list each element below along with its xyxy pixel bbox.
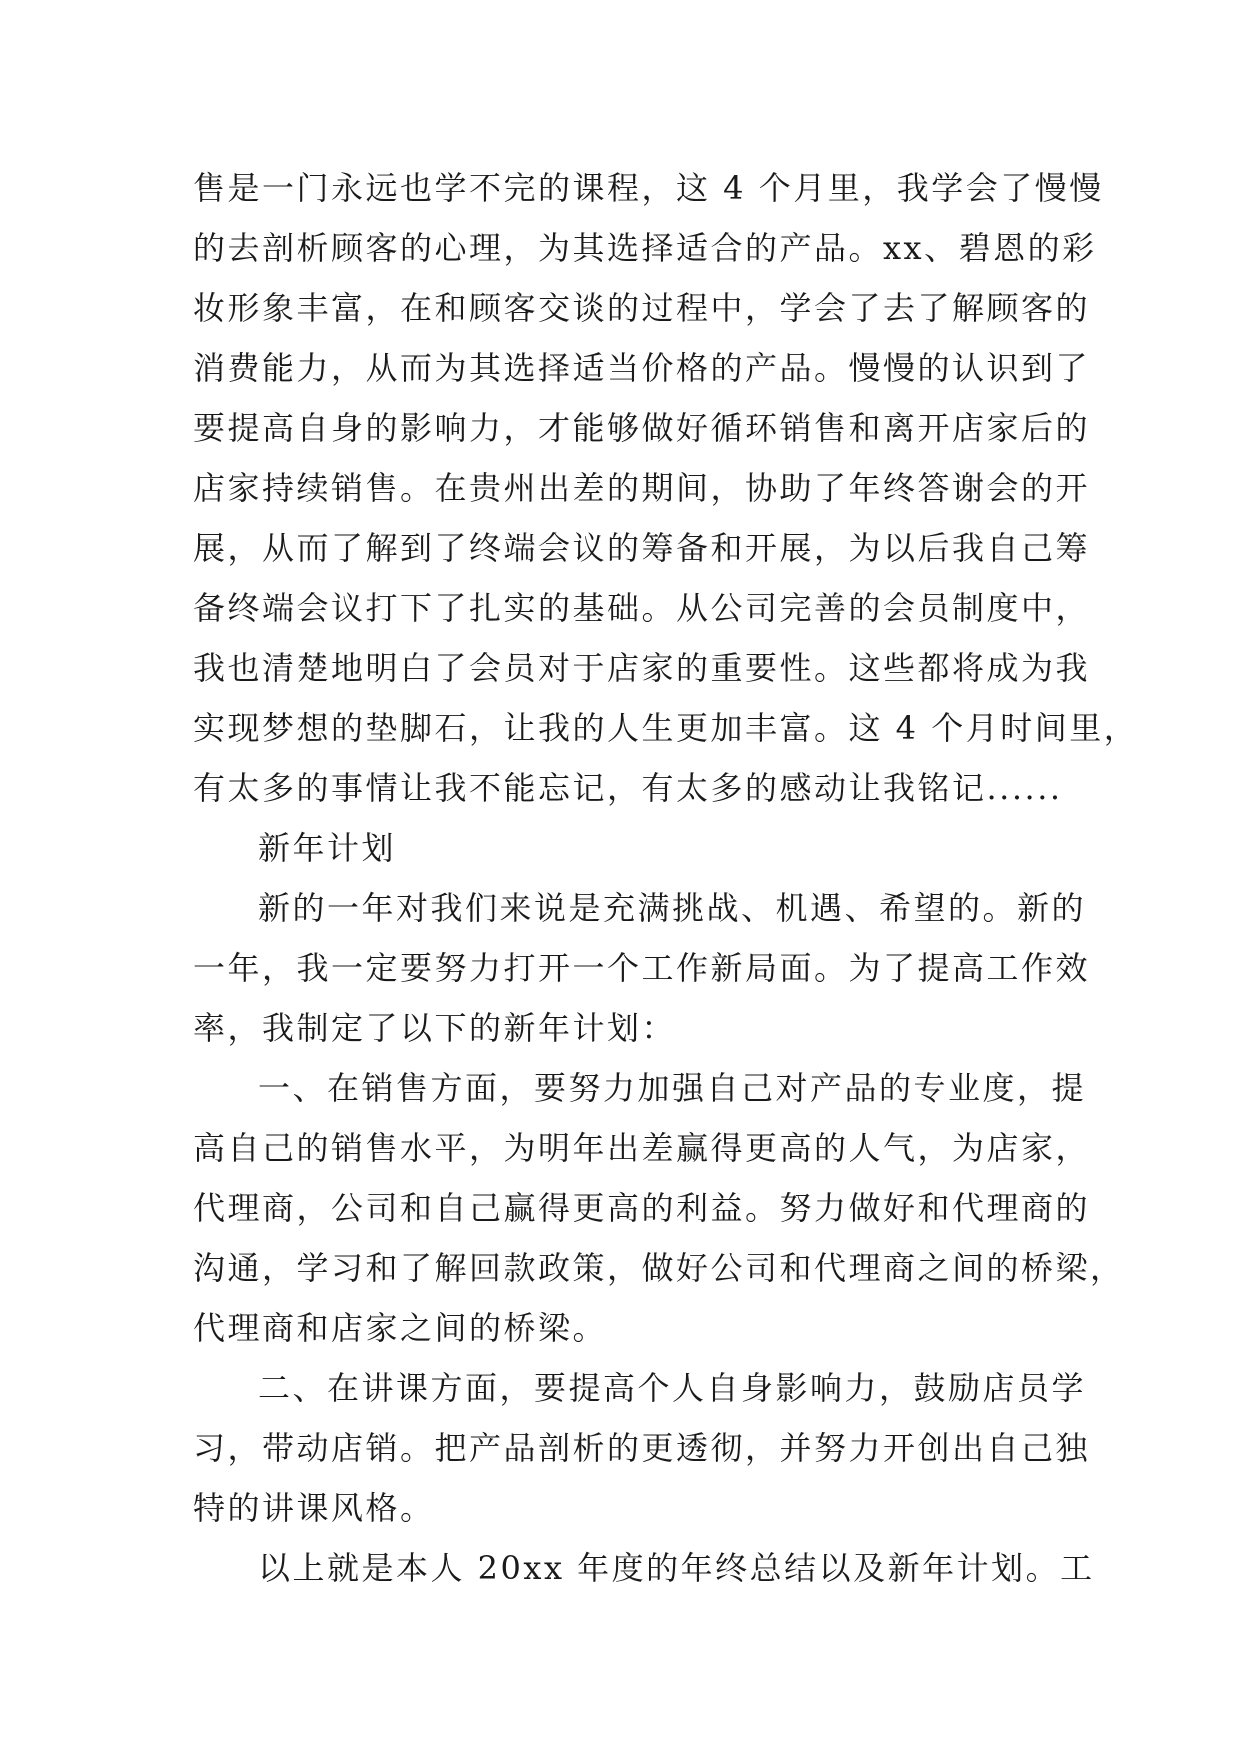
paragraph-line: 实现梦想的垫脚石，让我的人生更加丰富。这 4 个月时间里，: [193, 709, 1139, 747]
paragraph-line: 我也清楚地明白了会员对于店家的重要性。这些都将成为我: [193, 649, 1091, 687]
paragraph-line: 的去剖析顾客的心理，为其选择适合的产品。xx、碧恩的彩: [193, 229, 1097, 267]
paragraph-line: 要提高自身的影响力，才能够做好循环销售和离开店家后的: [193, 409, 1091, 447]
paragraph-line: 代理商和店家之间的桥梁。: [193, 1309, 608, 1347]
paragraph-line: 售是一门永远也学不完的课程，这 4 个月里，我学会了慢慢: [193, 169, 1104, 207]
paragraph-line: 一、在销售方面，要努力加强自己对产品的专业度，提: [258, 1069, 1087, 1107]
paragraph-line: 习，带动店销。把产品剖析的更透彻，并努力开创出自己独: [193, 1429, 1091, 1467]
section-heading: 新年计划: [258, 829, 397, 867]
paragraph-line: 率，我制定了以下的新年计划：: [193, 1009, 677, 1047]
paragraph-line: 代理商，公司和自己赢得更高的利益。努力做好和代理商的: [193, 1189, 1091, 1227]
paragraph-line: 店家持续销售。在贵州出差的期间，协助了年终答谢会的开: [193, 469, 1091, 507]
paragraph-line: 消费能力，从而为其选择适当价格的产品。慢慢的认识到了: [193, 349, 1091, 387]
paragraph-line: 沟通，学习和了解回款政策，做好公司和代理商之间的桥梁，: [193, 1249, 1125, 1287]
paragraph-line: 新的一年对我们来说是充满挑战、机遇、希望的。新的: [258, 889, 1087, 927]
paragraph-line: 特的讲课风格。: [193, 1489, 435, 1527]
paragraph-line: 一年，我一定要努力打开一个工作新局面。为了提高工作效: [193, 949, 1091, 987]
document-body: [193, 158, 1139, 1598]
paragraph-line: 二、在讲课方面，要提高个人自身影响力，鼓励店员学: [258, 1369, 1087, 1407]
paragraph-line: 备终端会议打下了扎实的基础。从公司完善的会员制度中，: [193, 589, 1091, 627]
paragraph-line: 展，从而了解到了终端会议的筹备和开展，为以后我自己筹: [193, 529, 1091, 567]
paragraph-line: 以上就是本人 20xx 年度的年终总结以及新年计划。工: [258, 1549, 1095, 1587]
paragraph-line: 有太多的事情让我不能忘记，有太多的感动让我铭记......: [193, 769, 1063, 807]
paragraph-line: 高自己的销售水平，为明年出差赢得更高的人气，为店家，: [193, 1129, 1091, 1167]
paragraph-line: 妆形象丰富，在和顾客交谈的过程中，学会了去了解顾客的: [193, 289, 1091, 327]
